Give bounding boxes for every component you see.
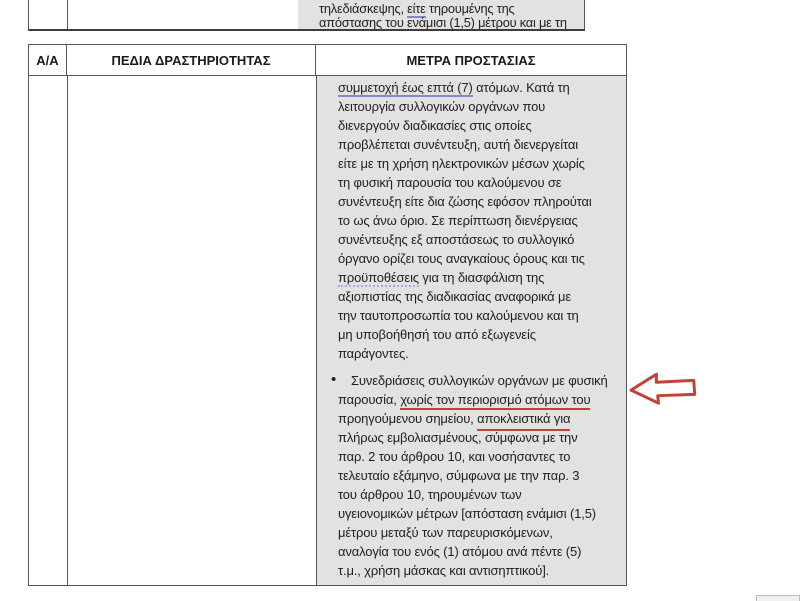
text-line <box>298 2 584 16</box>
text-line <box>317 211 626 230</box>
text-segment: το ως άνω όριο. Σε περίπτωση διενέργειας <box>338 213 578 228</box>
header-cell-aa: Α/Α <box>29 45 67 75</box>
text-line <box>317 97 626 116</box>
text-line <box>317 561 626 580</box>
annotated-text-blue-dotted: προϋποθέσεις <box>338 270 419 285</box>
text-segment: για τη διασφάλιση της <box>418 270 545 285</box>
header-cell-protection-measures: ΜΕΤΡΑ ΠΡΟΣΤΑΣΙΑΣ <box>406 52 536 68</box>
text-segment: προηγούμενου σημείου, <box>338 411 478 426</box>
text-line <box>317 192 626 211</box>
table-body-row <box>29 76 626 585</box>
text-segment: προβλέπεται συνέντευξη, αυτή διενεργείται <box>338 137 578 152</box>
text-line <box>317 116 626 135</box>
text-segment: παρ. 2 του άρθρου 10, και νοσήσαντες το <box>338 449 571 464</box>
text-segment: παράγοντες. <box>338 346 409 361</box>
annotated-text-blue: είτε <box>407 1 426 16</box>
text-segment: συνέντευξης εξ αποστάσεως το συλλογικό <box>338 232 575 247</box>
text-segment: υγειονομικών μέτρων [απόσταση ενάμισι (1,5) <box>338 506 596 521</box>
text-segment: ατόμων. Κατά τη <box>472 80 570 95</box>
text-segment: τη φυσική παρουσία του καλούμενου σε <box>338 175 562 190</box>
header-cell-activity-fields: ΠΕΔΙΑ ΔΡΑΣΤΗΡΙΟΤΗΤΑΣ <box>67 45 316 75</box>
text-segment: αναλογία του ενός (1) ατόμου ανά πέντε (5) <box>338 544 582 559</box>
text-segment: συνέντευξη είτε δια ζώσης εφόσον πληρούται <box>338 194 592 209</box>
previous-page-table-fragment <box>28 0 585 31</box>
text-line <box>317 154 626 173</box>
text-line <box>317 371 626 390</box>
text-line <box>317 485 626 504</box>
text-line <box>317 504 626 523</box>
text-line <box>317 249 626 268</box>
text-line <box>317 268 626 287</box>
text-segment: διενεργούν διαδικασίες στις οποίες <box>338 118 532 133</box>
text-segment: πλήρως εμβολιασμένους, σύμφωνα με την <box>338 430 578 445</box>
text-segment: Συνεδριάσεις συλλογικών οργάνων με φυσική <box>351 373 608 388</box>
text-segment: απόστασης του ενάμισι (1,5) μέτρου και με τη <box>319 15 567 29</box>
text-line <box>317 287 626 306</box>
table-header-row <box>29 45 626 76</box>
annotated-text-red: χωρίς τον περιορισμό ατόμων του <box>400 392 590 410</box>
text-line <box>317 173 626 192</box>
text-line <box>317 409 626 428</box>
text-line <box>317 390 626 409</box>
top-fragment-highlighted-cell <box>298 0 584 29</box>
measures-bullet-item <box>317 371 626 580</box>
bullet-marker: • <box>331 371 337 388</box>
text-line <box>317 523 626 542</box>
text-segment: λειτουργία συλλογικών οργάνων που <box>338 99 546 114</box>
text-segment: όργανο ορίζει τους αναγκαίους όρους και τις <box>338 251 585 266</box>
text-line <box>298 16 584 29</box>
measures-table <box>28 44 627 586</box>
text-segment: μέτρου μεταξύ των παρευρισκόμενων, <box>338 525 553 540</box>
text-segment: παρουσία, <box>338 392 401 407</box>
protection-measures-cell <box>317 76 626 585</box>
text-line <box>317 466 626 485</box>
table-column-divider <box>67 76 68 585</box>
text-line <box>317 230 626 249</box>
text-segment: την ταυτοπροσωπία του καλούμενου και τη <box>338 308 579 323</box>
measures-paragraph <box>317 78 626 363</box>
left-arrow-icon <box>627 368 698 410</box>
table-column-divider <box>67 0 68 29</box>
text-segment: μη υποβοήθησή του από εξωγενείς <box>338 327 536 342</box>
text-segment: είτε με τη χρήση ηλεκτρονικών μέσων χωρίς <box>338 156 585 171</box>
text-line <box>317 428 626 447</box>
text-line <box>317 542 626 561</box>
text-segment: τηρουμένης της <box>425 1 515 16</box>
text-segment: του άρθρου 10, τηρουμένων των <box>338 487 522 502</box>
annotated-text-blue: συμμετοχή έως επτά (7) <box>338 80 473 95</box>
text-line <box>317 447 626 466</box>
text-segment: τελευταίο εξάμηνο, σύμφωνα με την παρ. 3 <box>338 468 580 483</box>
text-segment: τ.μ., χρήση μάσκας και αντισηπτικού]. <box>338 563 550 578</box>
text-line <box>317 325 626 344</box>
paragraph-spacer <box>317 363 626 371</box>
text-line <box>317 135 626 154</box>
annotated-text-red-low: αποκλειστικά για <box>477 411 570 431</box>
next-page-fragment <box>756 595 800 601</box>
red-arrow-annotation <box>627 368 698 410</box>
text-segment: αξιοπιστίας της διαδικασίας αναφορικά με <box>338 289 571 304</box>
text-line <box>317 78 626 97</box>
text-line <box>317 344 626 363</box>
text-line <box>317 306 626 325</box>
text-segment: τηλεδιάσκεψης, <box>319 1 408 16</box>
